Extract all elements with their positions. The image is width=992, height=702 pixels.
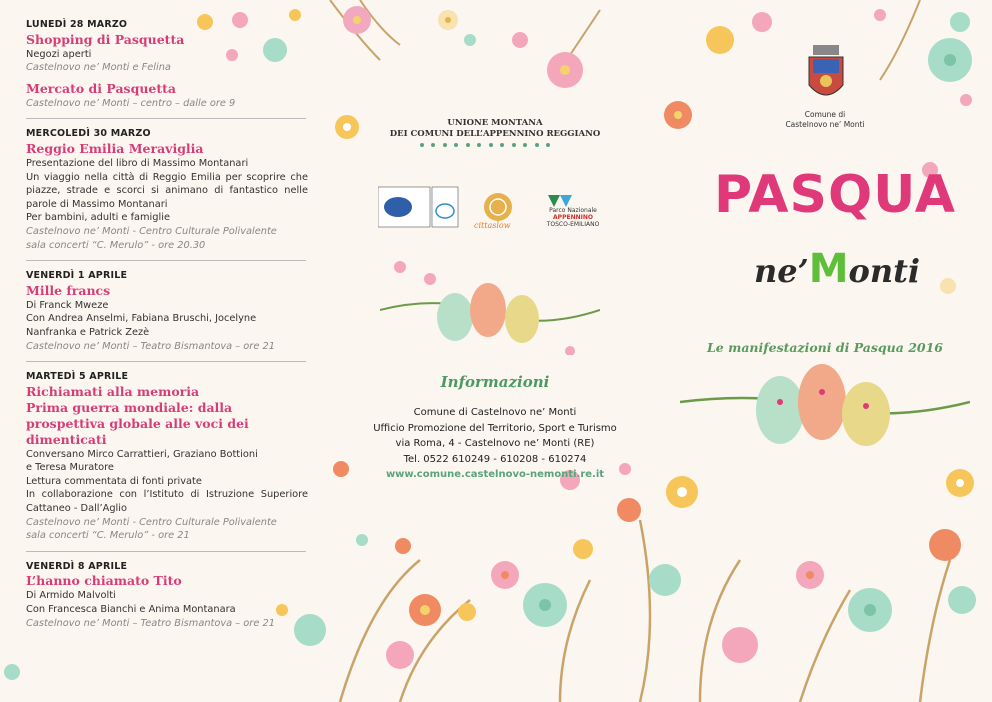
divider bbox=[26, 260, 306, 261]
info-line: Tel. 0522 610249 - 610208 - 610274 bbox=[403, 453, 587, 465]
hero-sub-post: onti bbox=[848, 252, 921, 290]
event-place: Castelnovo ne’ Monti – centro – dalle ore 9 bbox=[26, 97, 236, 109]
event-line: Per bambini, adulti e famiglie bbox=[26, 212, 170, 224]
event-place: Castelnovo ne’ Monti – Teatro Bismantova – ore 21 bbox=[26, 617, 275, 629]
divider bbox=[26, 118, 306, 119]
cittaslow-logo-text: cittaslow bbox=[474, 221, 511, 230]
union-line-1: UNIONE MONTANA bbox=[447, 118, 543, 128]
dotted-divider bbox=[420, 143, 550, 147]
event-line: Conversano Mirco Carrattieri, Graziano Bottioni bbox=[26, 448, 258, 460]
comune-line-2: Castelnovo ne’ Monti bbox=[785, 119, 865, 129]
event-date: MERCOLEDÌ 30 MARZO bbox=[26, 128, 151, 140]
info-line: Comune di Castelnovo ne’ Monti bbox=[413, 407, 577, 418]
event-line: In collaborazione con l’Istituto di Istruzione Superiore Cattaneo - Dall’Aglio bbox=[26, 489, 308, 515]
comune-line-1: Comune di bbox=[804, 110, 846, 119]
hero-subtitle bbox=[722, 246, 952, 292]
event-title: Mercato di Pasquetta bbox=[26, 80, 177, 96]
event-title: Mille francs bbox=[26, 282, 111, 298]
union-heading bbox=[350, 118, 640, 140]
event-date: VENERDÌ 1 APRILE bbox=[26, 270, 128, 282]
event-date: VENERDÌ 8 APRILE bbox=[26, 560, 128, 572]
event-day-4 bbox=[26, 370, 308, 543]
event-place: Castelnovo ne’ Monti e Felina bbox=[26, 62, 171, 74]
easter-eggs-large bbox=[680, 362, 970, 452]
easter-eggs-small bbox=[380, 255, 600, 355]
event-line: Lettura commentata di fonti private bbox=[26, 475, 202, 487]
website-link[interactable]: www.comune.castelnovo-nemonti.re.it bbox=[385, 469, 605, 480]
info-line: via Roma, 4 - Castelnovo ne’ Monti (RE) bbox=[395, 438, 595, 449]
event-title: Reggio Emilia Meraviglia bbox=[26, 140, 204, 156]
event-day-3 bbox=[26, 269, 308, 353]
divider bbox=[26, 551, 306, 552]
event-date: LUNEDÌ 28 MARZO bbox=[26, 19, 128, 30]
hero-sub-m: M bbox=[808, 246, 849, 292]
event-line: Presentazione del libro di Massimo Montanari bbox=[26, 157, 249, 169]
parco-line-2: APPENNINO bbox=[553, 214, 593, 221]
events-column bbox=[26, 18, 308, 630]
event-line: Di Franck Mweze bbox=[26, 299, 109, 311]
event-title: Shopping di Pasquetta bbox=[26, 31, 185, 47]
union-line-2: DEI COMUNI DELL’APPENNINO REGGIANO bbox=[389, 129, 601, 139]
event-line: e Teresa Muratore bbox=[26, 462, 114, 474]
info-block bbox=[345, 405, 645, 483]
event-place: Castelnovo ne’ Monti – Teatro Bismantova – ore 21 bbox=[26, 340, 275, 352]
event-line: Di Armido Malvolti bbox=[26, 590, 116, 602]
event-title: Richiamati alla memoria bbox=[26, 383, 200, 399]
event-place: sala concerti “C. Merulo” - ore 20.30 bbox=[26, 239, 206, 251]
comune-label bbox=[770, 110, 880, 129]
hero-sub-pre: ne’ bbox=[753, 252, 809, 290]
hero-tagline: Le manifestazioni di Pasqua 2016 bbox=[707, 340, 943, 355]
event-title: L’hanno chiamato Tito bbox=[26, 573, 182, 589]
event-line: Negozi aperti bbox=[26, 48, 92, 60]
info-title: Informazioni bbox=[440, 373, 550, 391]
event-subtitle: Prima guerra mondiale: dalla prospettiva globale alle voci dei dimenticati bbox=[26, 399, 249, 447]
coat-of-arms-icon bbox=[805, 45, 847, 107]
event-place: Castelnovo ne’ Monti - Centro Culturale Polivalente bbox=[26, 516, 277, 528]
event-line: Un viaggio nella città di Reggio Emilia per scoprire che piazze, strade e scorci si animano di fantastico nelle parole di Massimo Montanari bbox=[26, 171, 308, 210]
event-place: Castelnovo ne’ Monti - Centro Culturale Polivalente bbox=[26, 225, 277, 237]
hero-title: PASQUA bbox=[713, 165, 957, 225]
event-day-5 bbox=[26, 560, 308, 630]
partner-logos bbox=[378, 185, 608, 235]
parco-line-3: TOSCO-EMILIANO bbox=[546, 221, 600, 228]
event-date: MARTEDÌ 5 APRILE bbox=[26, 371, 129, 383]
info-line: Ufficio Promozione del Territorio, Sport e Turismo bbox=[373, 422, 617, 434]
event-line: Con Francesca Bianchi e Anima Montanara bbox=[26, 604, 236, 616]
event-place: sala concerti “C. Merulo” - ore 21 bbox=[26, 530, 190, 542]
divider bbox=[26, 361, 306, 362]
parco-logo-text bbox=[543, 207, 603, 228]
event-day-1 bbox=[26, 18, 308, 110]
event-day-2 bbox=[26, 127, 308, 252]
parco-line-1: Parco Nazionale bbox=[549, 207, 597, 214]
event-line: Con Andrea Anselmi, Fabiana Bruschi, Jocelyne Nanfranka e Patrick Zezè bbox=[26, 313, 257, 338]
